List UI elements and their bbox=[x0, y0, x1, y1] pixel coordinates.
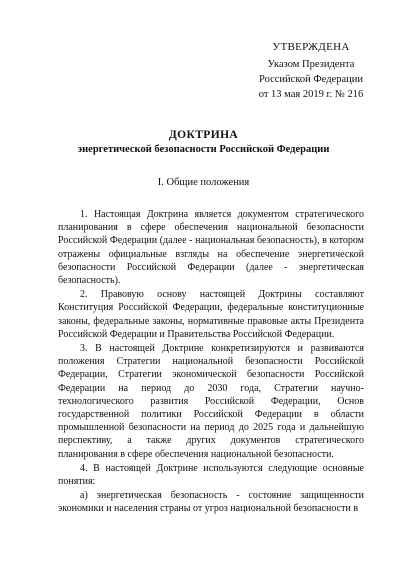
paragraph-3: 3. В настоящей Доктрине конкретизируются и развиваются положения Стратегии национальной безопасности Российской Федерации, Стратегии экономической безопасности Российской Федерации на период до 2030 года, Стратегии научно-технологического развития Российской Федерации, Основ государственной политики Российской Федерации в области промышленной безопасности на период до 2025 года и дальнейшую перспективу, а также других документов стратегического планирования в сфере обеспечения национальной безопасности. bbox=[58, 343, 364, 460]
document-title bbox=[30, 128, 377, 157]
approval-line-3: от 13 мая 2019 г. № 216 bbox=[258, 89, 364, 100]
paragraph-1: 1. Настоящая Доктрина является документом стратегического планирования в сфере обеспечения национальной безопасности Российской Федерации (далее - национальная безопасность), в котором отражены официальные взгляды на обеспечение энергетической безопасности Российской Федерации (далее - энергетическая безопасность). bbox=[58, 209, 364, 287]
paragraph-5: а) энергетическая безопасность - состояние защищенности экономики и населения страны от угроз национальной безопасности в bbox=[58, 490, 364, 515]
approval-heading: УТВЕРЖДЕНА bbox=[272, 41, 350, 53]
document-body bbox=[58, 208, 364, 517]
approval-line-2: Российской Федерации bbox=[259, 74, 363, 85]
document-title-sub: энергетической безопасности Российской Федерации bbox=[77, 144, 330, 155]
section-heading: I. Общие положения bbox=[157, 177, 250, 188]
approval-line-1: Указом Президента bbox=[267, 59, 355, 70]
paragraph-2: 2. Правовую основу настоящей Доктрины составляют Конституция Российской Федерации, федеральные конституционные законы, федеральные законы, нормативные правовые акты Президента Российской Федерации и Правительства Российской Федерации. bbox=[58, 289, 364, 340]
paragraph-4: 4. В настоящей Доктрине используются следующие основные понятия: bbox=[58, 462, 364, 488]
approval-stamp bbox=[236, 40, 386, 102]
document-title-main: ДОКТРИНА bbox=[168, 129, 239, 141]
